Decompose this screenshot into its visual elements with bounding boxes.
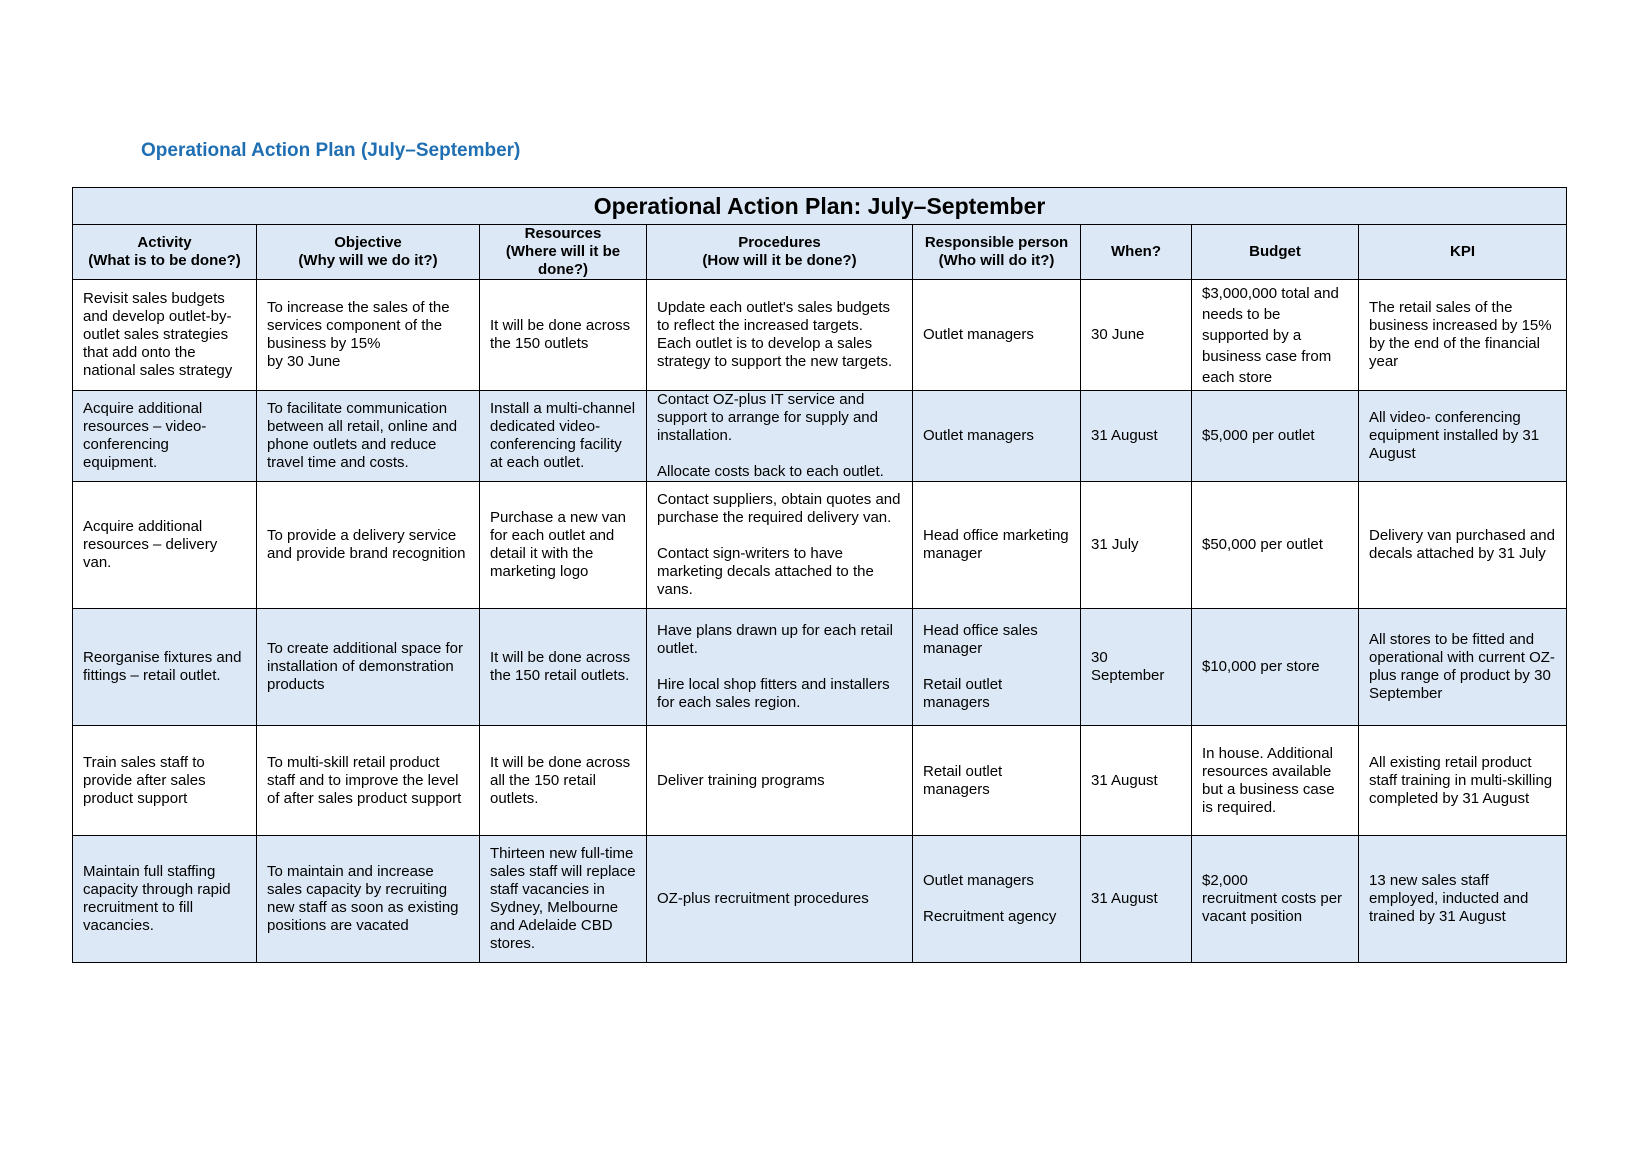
cell-kpi: All stores to be fitted and operational with current OZ-plus range of product by 30 September (1359, 609, 1567, 726)
table-row (73, 609, 1567, 726)
header-activity: Activity (What is to be done?) (73, 225, 257, 280)
header-budget: Budget (1192, 225, 1359, 280)
cell-procedures: Update each outlet's sales budgets to reflect the increased targets. Each outlet is to develop a sales strategy to support the new targets. (647, 280, 913, 391)
cell-procedures: Have plans drawn up for each retail outlet. Hire local shop fitters and installers for each sales region. (647, 609, 913, 726)
cell-budget: $5,000 per outlet (1192, 391, 1359, 482)
cell-when: 31 August (1081, 726, 1192, 836)
cell-responsible: Head office sales manager Retail outlet managers (913, 609, 1081, 726)
cell-activity: Revisit sales budgets and develop outlet-by-outlet sales strategies that add onto the national sales strategy (73, 280, 257, 391)
cell-when: 31 July (1081, 482, 1192, 609)
cell-responsible: Head office marketing manager (913, 482, 1081, 609)
header-kpi: KPI (1359, 225, 1567, 280)
table-row (73, 726, 1567, 836)
cell-responsible: Retail outlet managers (913, 726, 1081, 836)
cell-when: 31 August (1081, 391, 1192, 482)
header-responsible-person: Responsible person (Who will do it?) (913, 225, 1081, 280)
cell-objective: To create additional space for installation of demonstration products (257, 609, 480, 726)
action-plan-table (72, 187, 1567, 963)
header-procedures: Procedures (How will it be done?) (647, 225, 913, 280)
cell-budget: $2,000 recruitment costs per vacant position (1192, 836, 1359, 963)
cell-objective: To provide a delivery service and provide brand recognition (257, 482, 480, 609)
cell-kpi: 13 new sales staff employed, inducted and trained by 31 August (1359, 836, 1567, 963)
cell-resources: Purchase a new van for each outlet and detail it with the marketing logo (480, 482, 647, 609)
table-row (73, 280, 1567, 391)
cell-activity: Acquire additional resources – video-conferencing equipment. (73, 391, 257, 482)
cell-objective: To facilitate communication between all retail, online and phone outlets and reduce travel time and costs. (257, 391, 480, 482)
cell-objective: To increase the sales of the services component of the business by 15% by 30 June (257, 280, 480, 391)
header-when: When? (1081, 225, 1192, 280)
table-row (73, 836, 1567, 963)
cell-resources: It will be done across all the 150 retail outlets. (480, 726, 647, 836)
cell-when: 30 September (1081, 609, 1192, 726)
cell-responsible: Outlet managers (913, 391, 1081, 482)
cell-objective: To multi-skill retail product staff and to improve the level of after sales product support (257, 726, 480, 836)
cell-budget: $3,000,000 total and needs to be supported by a business case from each store (1192, 280, 1359, 391)
cell-kpi: All existing retail product staff training in multi-skilling completed by 31 August (1359, 726, 1567, 836)
header-objective: Objective (Why will we do it?) (257, 225, 480, 280)
cell-procedures: Contact suppliers, obtain quotes and purchase the required delivery van. Contact sign-writers to have marketing decals attached to the vans. (647, 482, 913, 609)
table-row (73, 482, 1567, 609)
cell-budget: In house. Additional resources available but a business case is required. (1192, 726, 1359, 836)
cell-budget: $50,000 per outlet (1192, 482, 1359, 609)
cell-when: 30 June (1081, 280, 1192, 391)
table-header-row (73, 225, 1567, 280)
cell-procedures: Contact OZ-plus IT service and support to arrange for supply and installation. Allocate costs back to each outlet. (647, 391, 913, 482)
cell-responsible: Outlet managers Recruitment agency (913, 836, 1081, 963)
cell-resources: Install a multi-channel dedicated video- conferencing facility at each outlet. (480, 391, 647, 482)
header-resources: Resources (Where will it be done?) (480, 225, 647, 280)
cell-procedures: Deliver training programs (647, 726, 913, 836)
cell-resources: Thirteen new full-time sales staff will replace staff vacancies in Sydney, Melbourne and Adelaide CBD stores. (480, 836, 647, 963)
cell-kpi: Delivery van purchased and decals attached by 31 July (1359, 482, 1567, 609)
cell-resources: It will be done across the 150 retail outlets. (480, 609, 647, 726)
cell-activity: Acquire additional resources – delivery van. (73, 482, 257, 609)
cell-responsible: Outlet managers (913, 280, 1081, 391)
cell-kpi: The retail sales of the business increased by 15% by the end of the financial year (1359, 280, 1567, 391)
cell-when: 31 August (1081, 836, 1192, 963)
cell-activity: Reorganise fixtures and fittings – retail outlet. (73, 609, 257, 726)
cell-activity: Maintain full staffing capacity through rapid recruitment to fill vacancies. (73, 836, 257, 963)
cell-procedures: OZ-plus recruitment procedures (647, 836, 913, 963)
table-row (73, 391, 1567, 482)
document-heading: Operational Action Plan (July–September) (141, 140, 521, 161)
cell-budget: $10,000 per store (1192, 609, 1359, 726)
cell-resources: It will be done across the 150 outlets (480, 280, 647, 391)
cell-activity: Train sales staff to provide after sales product support (73, 726, 257, 836)
cell-objective: To maintain and increase sales capacity by recruiting new staff as soon as existing positions are vacated (257, 836, 480, 963)
cell-kpi: All video- conferencing equipment installed by 31 August (1359, 391, 1567, 482)
table-title: Operational Action Plan: July–September (73, 188, 1567, 225)
